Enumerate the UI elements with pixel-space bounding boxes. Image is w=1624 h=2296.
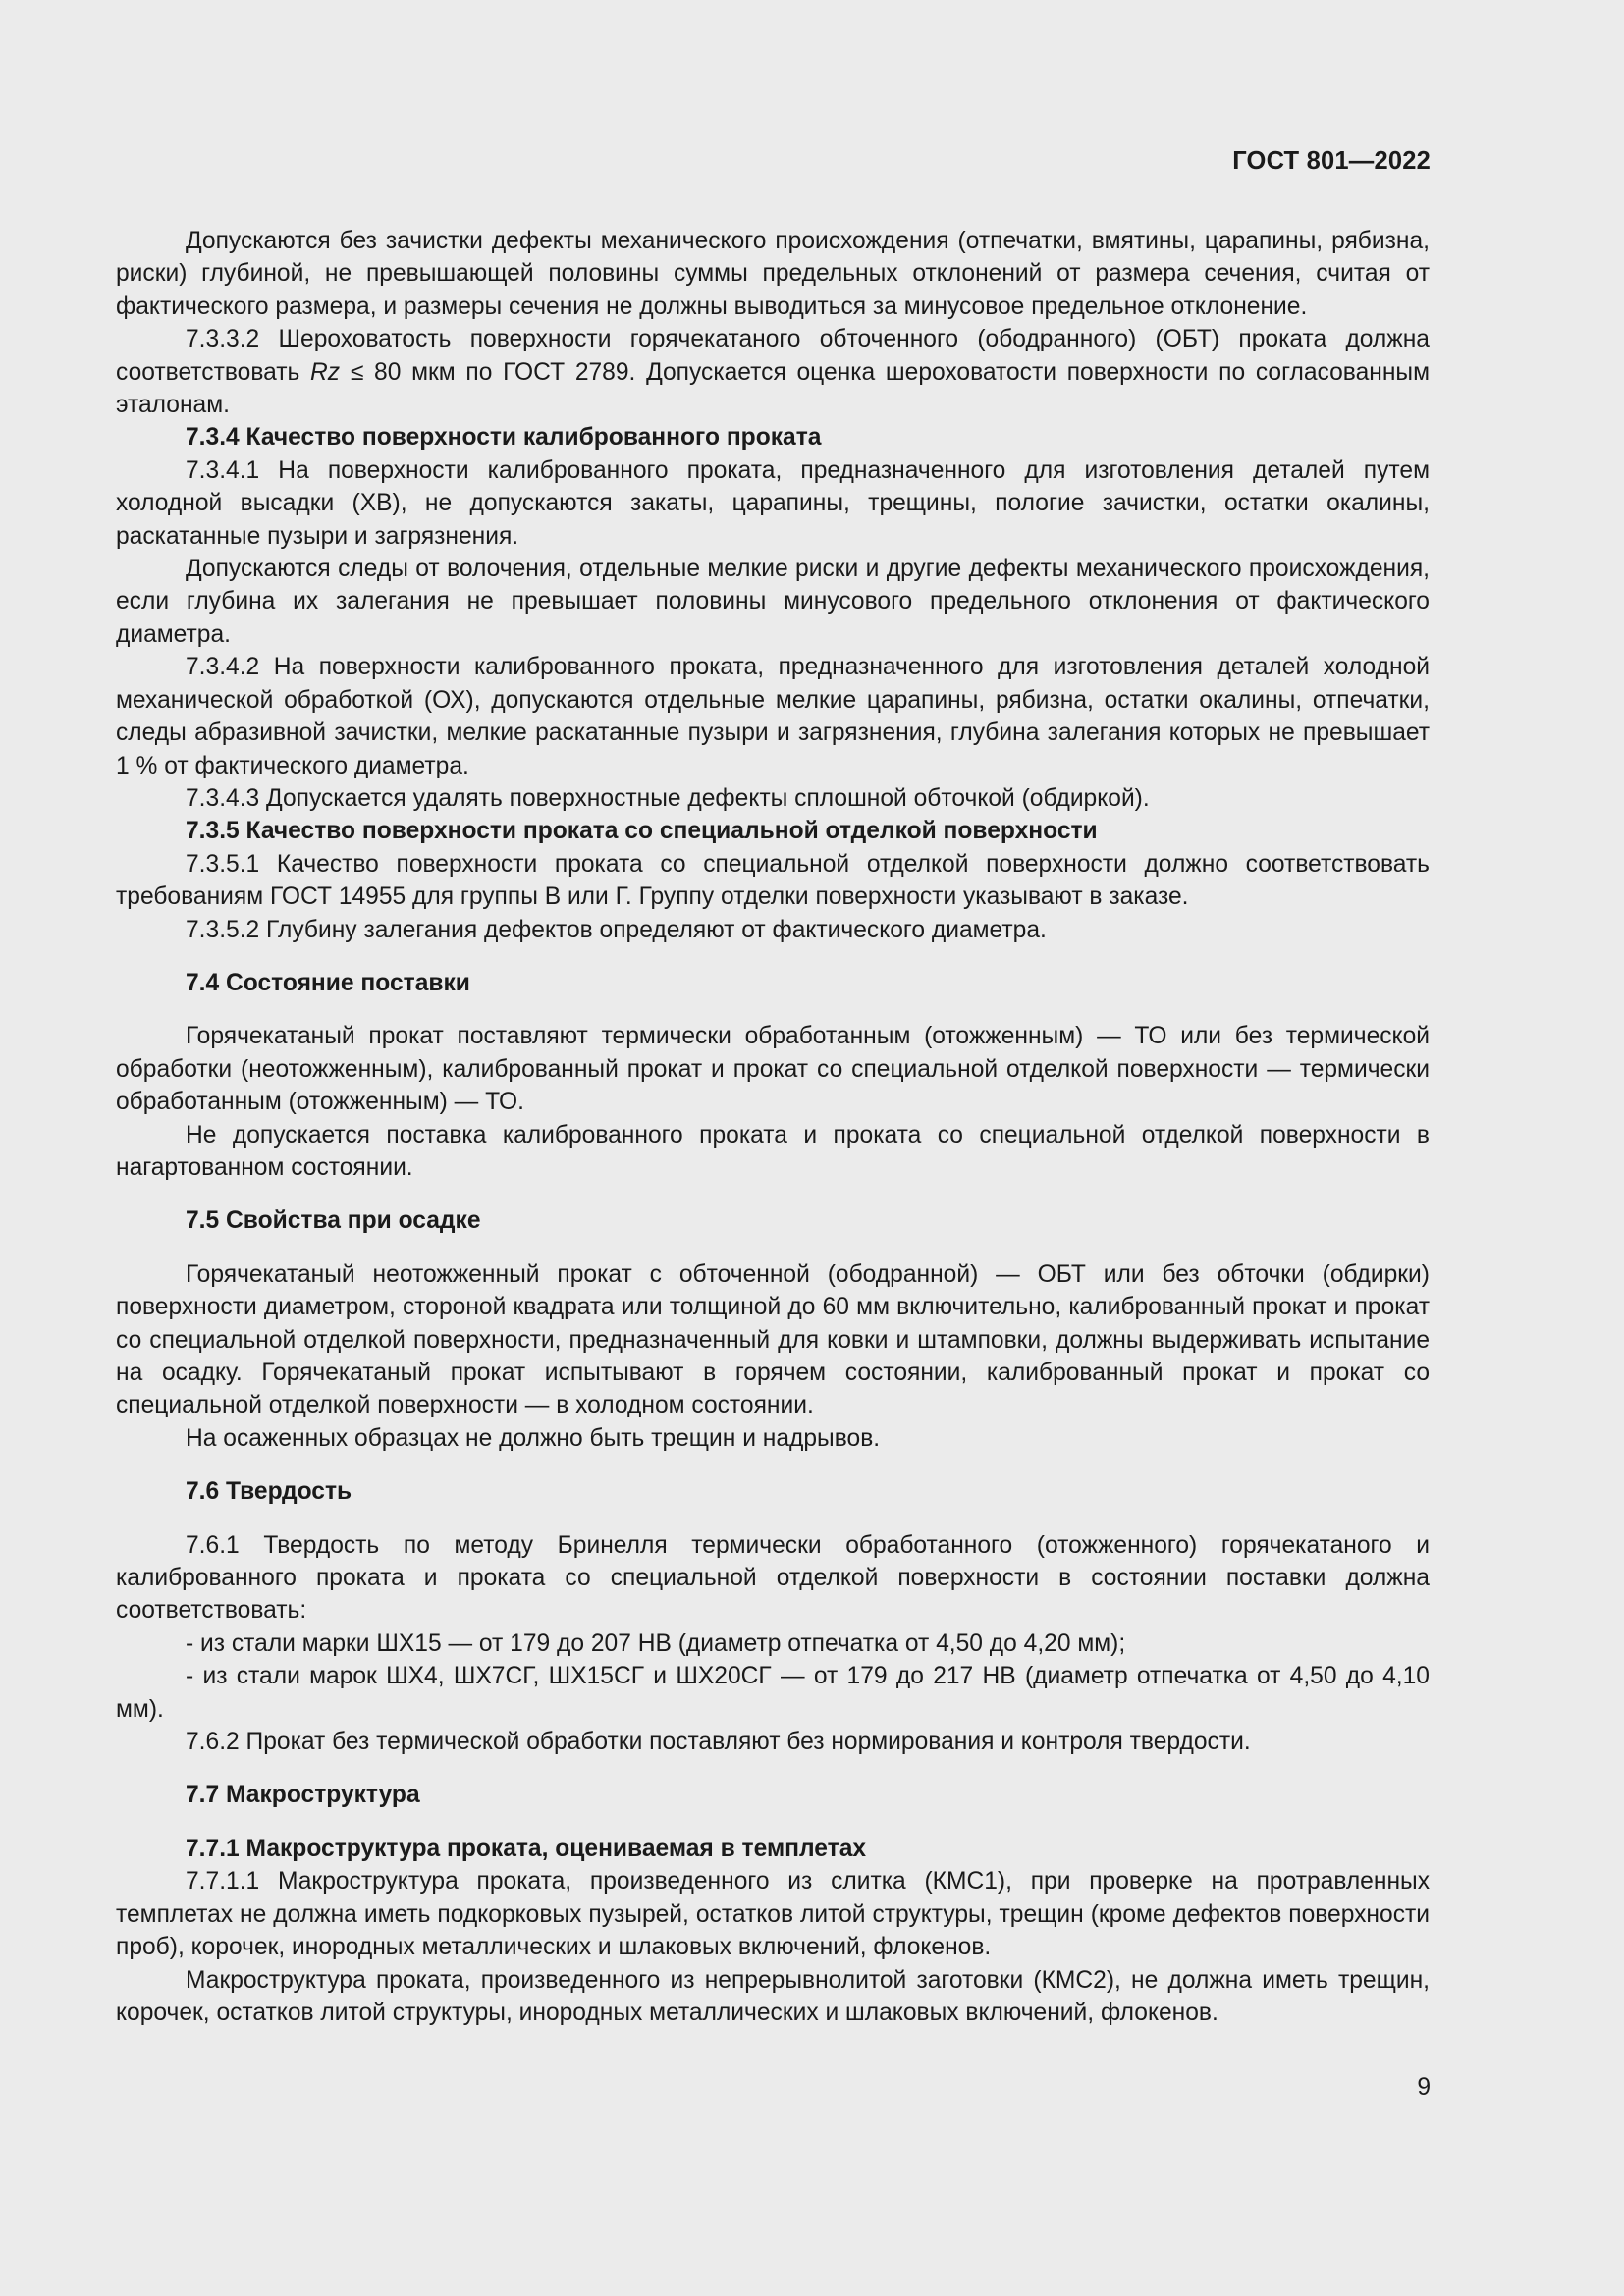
paragraph: Допускаются следы от волочения, отдельные мелкие риски и другие дефекты механического происхождения, если глубина их залегания не превышает половины минусового предельного отклонения от фактического диаметра. <box>116 556 1430 648</box>
document-header: ГОСТ 801—2022 <box>1232 147 1431 175</box>
paragraph-7-3-4-1: 7.3.4.1 На поверхности калиброванного проката, предназначенного для изготовления деталей путем холодной высадки (ХВ), не допускаются закаты, царапины, трещины, пологие зачистки, остатки окалины, раскатанные пузыри и загрязнения. <box>116 456 1430 550</box>
subsection-heading-7-3-4: 7.3.4 Качество поверхности калиброванного проката <box>186 424 822 452</box>
paragraph: Допускаются без зачистки дефекты механического происхождения (отпечатки, вмятины, царапины, рябизна, риски) глубиной, не превышающей половины суммы предельных отклонений от размера сечения, считая от фактического размера, и размеры сечения не должны выводиться за минусовое предельное отклонение. <box>116 228 1430 320</box>
document-body <box>116 225 1430 2029</box>
paragraph-7-3-3-2 <box>116 323 1430 421</box>
paragraph-7-6-2: 7.6.2 Прокат без термической обработки поставляют без нормирования и контроля твердости. <box>186 1729 1251 1756</box>
paragraph-text: 7.3.3.2 Шероховатость поверхности горячекатаного обточенного (ободранного) (ОБТ) проката должна соответствовать <box>116 326 1430 386</box>
paragraph-7-3-5-1: 7.3.5.1 Качество поверхности проката со специальной отделкой поверхности должно соответствовать требованиям ГОСТ 14955 для группы В или Г. Группу отделки поверхности указывают в заказе. <box>116 850 1430 911</box>
paragraph-7-3-4-2: 7.3.4.2 На поверхности калиброванного проката, предназначенного для изготовления деталей холодной механической обработкой (ОХ), допускаются отдельные мелкие царапины, рябизна, остатки окалины, отпечатки, следы абразивной зачистки, мелкие раскатанные пузыри и загрязнения, глубина залегания которых не превышает 1 % от фактического диаметра. <box>116 654 1430 779</box>
paragraph-7-6-1: 7.6.1 Твердость по методу Бринелля термически обработанного (отожженного) горячекатаного и калиброванного проката и проката со специальной отделкой поверхности в состоянии поставки должна соответствовать: <box>116 1531 1430 1625</box>
page-number: 9 <box>1417 2074 1431 2101</box>
subsection-heading-7-3-5: 7.3.5 Качество поверхности проката со специальной отделкой поверхности <box>186 818 1098 845</box>
paragraph: На осаженных образцах не должно быть трещин и надрывов. <box>186 1424 881 1452</box>
paragraph: Макроструктура проката, произведенного из непрерывнолитой заготовки (КМС2), не должна иметь трещин, корочек, остатков литой структуры, инородных металлических и шлаковых включений, флокенов. <box>116 1966 1430 2026</box>
list-item: - из стали марок ШХ4, ШХ7СГ, ШХ15СГ и ШХ20СГ — от 179 до 217 НВ (диаметр отпечатка от 4,50 до 4,10 мм). <box>116 1663 1430 1723</box>
paragraph-text: ≤ 80 мкм по ГОСТ 2789. Допускается оценка шероховатости поверхности по согласованным эталонам. <box>116 358 1431 419</box>
roughness-variable: Rz <box>310 358 341 386</box>
section-heading-7-5: 7.5 Свойства при осадке <box>186 1207 481 1235</box>
section-heading-7-4: 7.4 Состояние поставки <box>186 969 470 996</box>
list-item: - из стали марки ШХ15 — от 179 до 207 НВ (диаметр отпечатка от 4,50 до 4,20 мм); <box>186 1629 1126 1657</box>
section-heading-7-7: 7.7 Макроструктура <box>186 1782 420 1809</box>
paragraph-7-3-5-2: 7.3.5.2 Глубину залегания дефектов определяют от фактического диаметра. <box>186 916 1047 943</box>
subsection-heading-7-7-1: 7.7.1 Макроструктура проката, оцениваемая в темплетах <box>186 1835 867 1862</box>
paragraph: Горячекатаный неотожженный прокат с обточенной (ободранной) — ОБТ или без обточки (обдирки) поверхности диаметром, стороной квадрата или толщиной до 60 мм включительно, калиброванный прокат и прокат со специальной отделкой поверхности, предназначенный для ковки и штамповки, должны выдерживать испытание на осадку. Горячекатаный прокат испытывают в горячем состоянии, калиброванный прокат и прокат со специальной отделкой поверхности — в холодном состоянии. <box>116 1260 1430 1419</box>
paragraph: Горячекатаный прокат поставляют термически обработанным (отожженным) — ТО или без термической обработки (неотожженным), калиброванный прокат и прокат со специальной отделкой поверхности — термически обработанным (отожженным) — ТО. <box>116 1023 1430 1116</box>
paragraph-7-3-4-3: 7.3.4.3 Допускается удалять поверхностные дефекты сплошной обточкой (обдиркой). <box>186 784 1150 812</box>
paragraph-7-7-1-1: 7.7.1.1 Макроструктура проката, произведенного из слитка (КМС1), при проверке на протравленных темплетах не должна иметь подкорковых пузырей, остатков литой структуры, трещин (кроме дефектов поверхности проб), корочек, инородных металлических и шлаковых включений, флокенов. <box>116 1868 1430 1961</box>
paragraph: Не допускается поставка калиброванного проката и проката со специальной отделкой поверхности в нагартованном состоянии. <box>116 1121 1430 1181</box>
section-heading-7-6: 7.6 Твердость <box>186 1478 352 1506</box>
